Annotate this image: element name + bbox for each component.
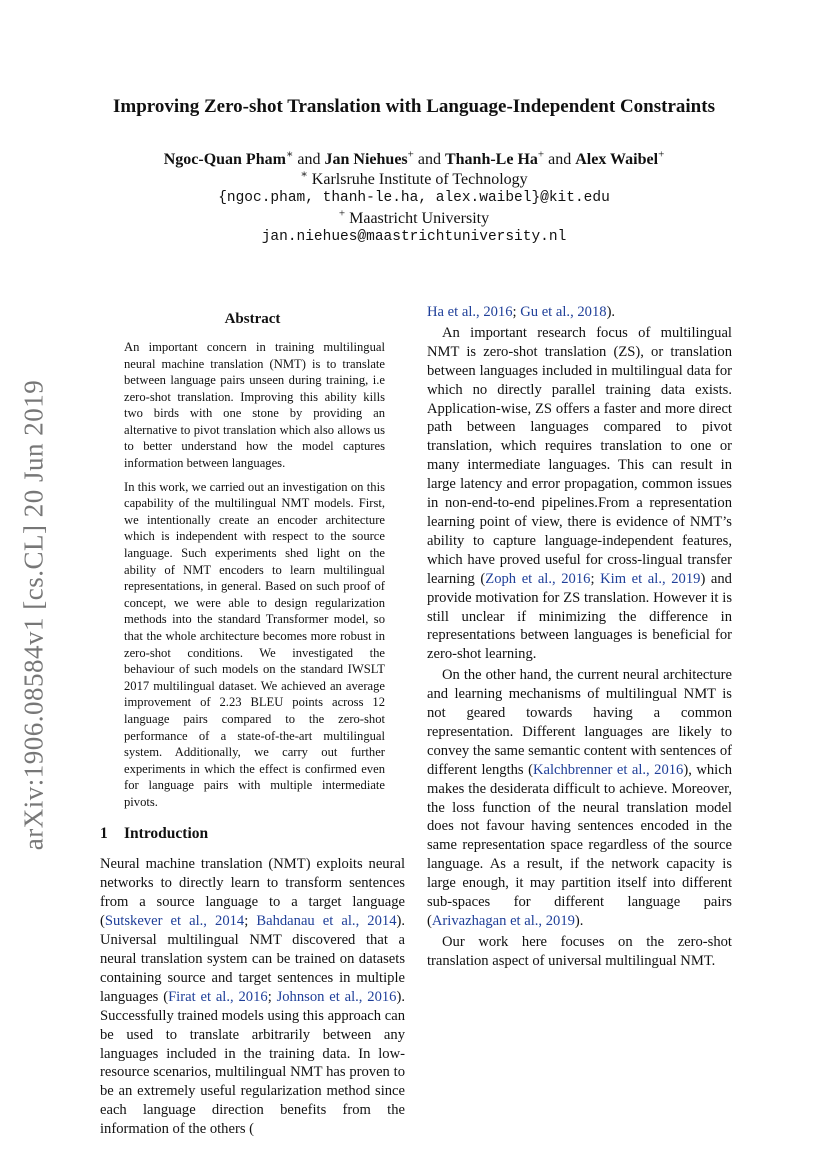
author-separator: and <box>417 151 441 168</box>
body-text: ; <box>244 913 257 930</box>
author-name: Jan Niehues <box>324 151 408 168</box>
affiliation-line <box>60 209 768 229</box>
section-number: 1 <box>100 824 108 842</box>
author-name: Ngoc-Quan Pham <box>163 151 286 168</box>
affiliation-name: Maastricht University <box>349 209 490 227</box>
author-name: Thanh-Le Ha <box>444 151 538 168</box>
body-paragraph-continued <box>427 303 732 322</box>
arxiv-identifier-stamp <box>16 370 52 860</box>
citation-link[interactable]: Firat et al., 2016 <box>168 988 268 1005</box>
citation-link[interactable]: Arivazhagan et al., 2019 <box>431 913 575 929</box>
citation-link[interactable]: Kalchbrenner et al., 2016 <box>532 761 684 778</box>
affiliation-mark: + <box>338 207 346 220</box>
abstract-paragraph: An important concern in training multilingual neural machine translation (NMT) is to translate between language pairs unseen during training, i.e zero-shot translation. Improving this ability kills two birds with one stone by providing an alternative to pivot translation which also allows us to better understand how the model captures information between languages. <box>124 339 385 471</box>
citation-link[interactable]: Kim et al., 2019 <box>600 570 701 587</box>
author-mark: + <box>407 148 414 161</box>
paper-title: Improving Zero-shot Translation with Language-Independent Constraints <box>113 96 715 117</box>
citation-link[interactable]: Sutskever et al., 2014 <box>104 913 245 930</box>
affiliation-name: Karlsruhe Institute of Technology <box>311 170 528 188</box>
left-column <box>100 310 405 1139</box>
body-text: ; <box>267 988 277 1005</box>
author-email: jan.niehues@maastrichtuniversity.nl <box>261 229 567 245</box>
abstract-paragraph: In this work, we carried out an investigation on this capability of the multilingual NMT models. First, we intentionally create an encoder architecture which is independent with respect to the source language. Such experiments shed light on the ability of NMT encoders to learn multilingual representations, in general. Based on such proof of concept, we were able to design regularization methods into the standard Transformer model, so that the whole architecture becomes more robust in zero-shot conditions. We investigated the behaviour of such models on the standard IWSLT 2017 multilingual dataset. We achieved an average improvement of 2.23 BLEU points across 12 language pairs compared to the zero-shot performance of a state-of-the-art multilingual system. Additionally, we carry out further experiments in which the effect is confirmed even for language pairs with multiple intermediate pivots. <box>124 479 385 809</box>
affiliation-mark: ∗ <box>300 168 308 181</box>
author-separator: and <box>297 151 321 168</box>
body-text: Neural machine translation (NMT) exploits neural networks to directly learn to transform sentences from a source language to a target language ( <box>100 856 405 930</box>
author-names-line <box>60 150 768 170</box>
citation-link[interactable]: Johnson et al., 2016 <box>276 988 397 1005</box>
section-title: Introduction <box>124 824 209 842</box>
author-block <box>60 150 768 248</box>
abstract-heading: Abstract <box>224 311 281 327</box>
author-name: Alex Waibel <box>575 151 659 168</box>
body-text: On the other hand, the current neural architecture and learning mechanisms of multilingual NMT is not geared towards having a common representation. Different languages are likely to convey the same semantic content with sentences of different lengths ( <box>427 667 732 778</box>
author-email: {ngoc.pham, thanh-le.ha, alex.waibel}@kit.edu <box>218 190 610 206</box>
citation-link[interactable]: Zoph et al., 2016 <box>485 570 591 587</box>
body-text: ). Successfully trained models using this approach can be used to translate arbitrarily between any languages included in the training data. In low-resource scenarios, multilingual NMT has proven to be an extremely useful regularization method since each language direction benefits from the information of the others ( <box>100 988 405 1138</box>
body-text: ). Universal multilingual NMT discovered that a neural translation system can be trained on datasets containing source and target sentences in multiple languages ( <box>100 913 406 1005</box>
author-mark: + <box>658 148 665 161</box>
body-paragraph <box>100 855 405 1139</box>
body-paragraph: Our work here focuses on the zero-shot translation aspect of universal multilingual NMT. <box>427 933 732 969</box>
body-text: ) and provide motivation for ZS translation. However it is still unclear if minimizing the difference in representations between languages is beneficial for zero-shot learning. <box>427 570 732 663</box>
body-text: ), which makes the desiderata difficult to achieve. Moreover, the loss function of the neural translation model does not favour having sentences encoded in the same representation space regardless of the source language. As a result, if the network capacity is large enough, it may partition itself into different sub-spaces for different language pairs ( <box>427 761 732 929</box>
body-text: ; <box>512 304 521 320</box>
citation-link[interactable]: Gu et al., 2018 <box>520 304 607 320</box>
body-paragraph <box>427 324 732 664</box>
abstract-body <box>124 339 385 811</box>
body-text: ). <box>574 913 584 929</box>
body-text: An important research focus of multilingual NMT is zero-shot translation (ZS), or translation between languages included in multilingual data for which no directly parallel training data exists. Application-wise, ZS offers a faster and more direct path between languages compared to pivot translation, which requires translation to one or many intermediate languages. This can result in large latency and error propagation, common issues in non-end-to-end pipelines.From a representation learning point of view, there is evidence of NMT’s ability to capture language-independent features, which have proved useful for cross-lingual transfer learning ( <box>427 324 732 587</box>
author-separator: and <box>548 151 572 168</box>
affiliation-line <box>60 170 768 190</box>
body-text: ). <box>606 304 616 320</box>
author-mark: ∗ <box>285 148 294 161</box>
body-text: ; <box>590 570 601 587</box>
citation-link[interactable]: Ha et al., 2016 <box>427 304 513 320</box>
author-mark: + <box>537 148 545 161</box>
right-column <box>427 303 732 971</box>
arxiv-identifier-text: arXiv:1906.08584v1 [cs.CL] 20 Jun 2019 <box>18 379 49 851</box>
section-heading <box>100 825 405 844</box>
body-paragraph <box>427 666 732 931</box>
citation-link[interactable]: Bahdanau et al., 2014 <box>256 913 397 930</box>
